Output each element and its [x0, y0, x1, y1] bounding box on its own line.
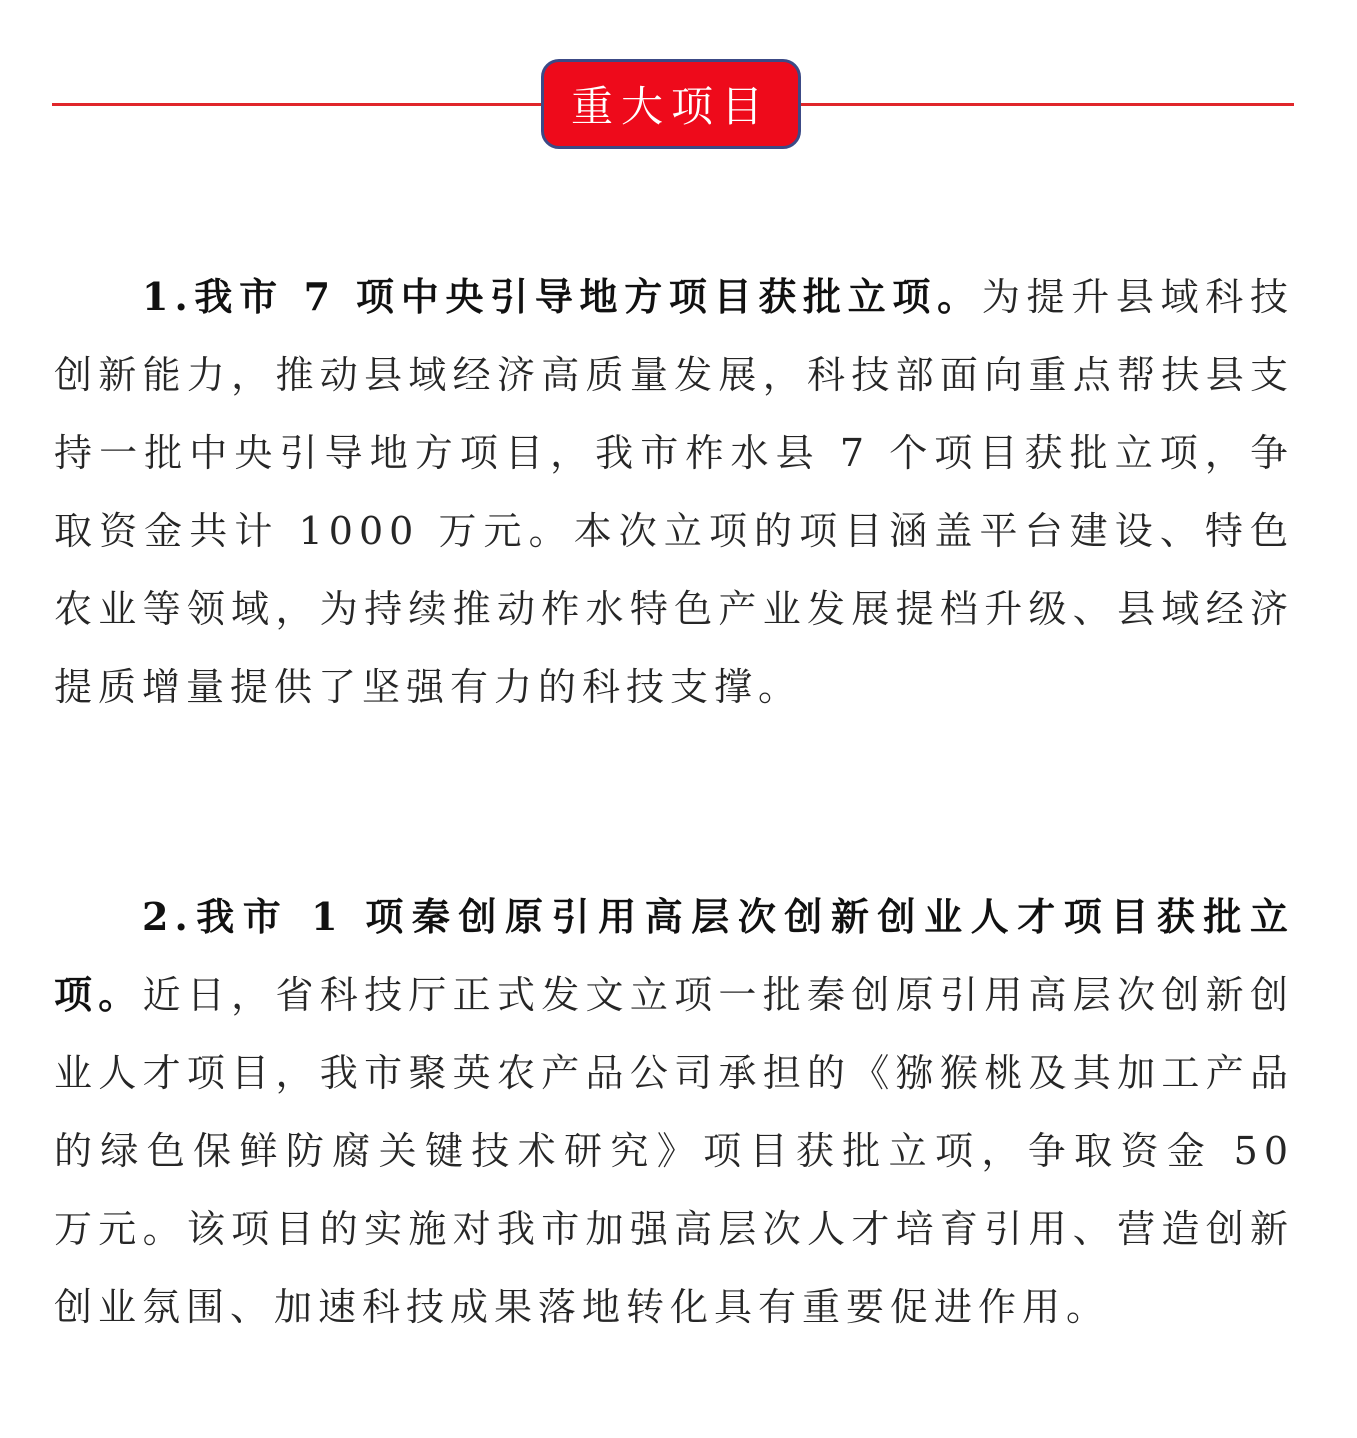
news-item-1-body: 为提升县域科技创新能力，推动县域经济高质量发展，科技部面向重点帮扶县支持一批中央引导地方项目，我市柞水县 7 个项目获批立项，争取资金共计 1000 万元。本次立项的项目涵盖平台建设、特色农业等领域，为持续推动柞水特色产业发展提档升级、县域经济提质增量提供了坚强有力的科技支撑。	[54, 275, 1294, 709]
news-item-1-headline: 1.我市 7 项中央引导地方项目获批立项。	[142, 274, 982, 319]
news-item-1	[54, 258, 1294, 726]
section-title-badge	[541, 59, 801, 149]
news-item-2-body: 近日，省科技厅正式发文立项一批秦创原引用高层次创新创业人才项目，我市聚英农产品公司承担的《猕猴桃及其加工产品的绿色保鲜防腐关键技术研究》项目获批立项，争取资金 50 万元。该项目的实施对我市加强高层次人才培育引用、营造创新创业氛围、加速科技成果落地转化具有重要促进作用。	[54, 973, 1294, 1329]
news-item-2-headline: 2.我市 1 项秦创原引用高层次创新创业人才项目获批立项。	[54, 894, 1294, 1017]
news-item-2	[54, 878, 1294, 1346]
section-title: 重大项目	[570, 82, 771, 131]
